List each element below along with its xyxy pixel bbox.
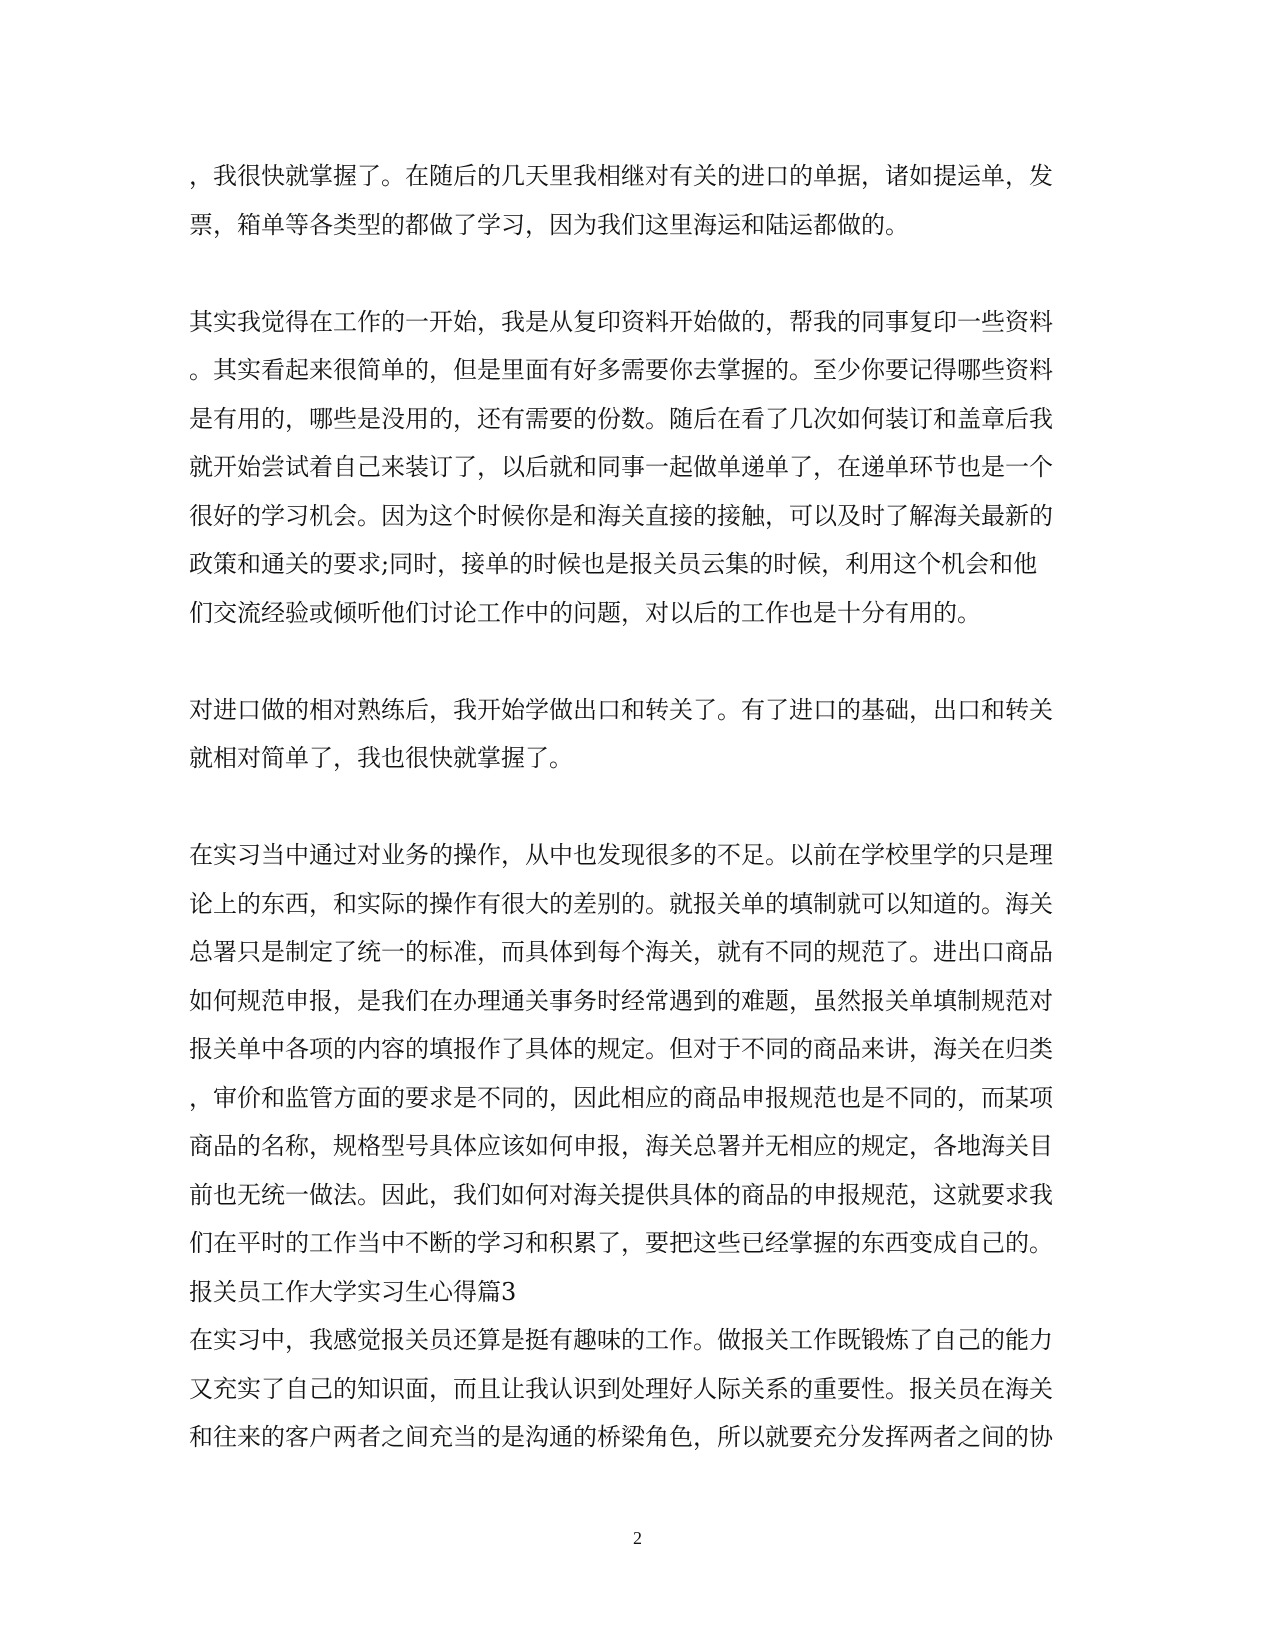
text-line: 们交流经验或倾听他们讨论工作中的问题，对以后的工作也是十分有用的。 bbox=[189, 598, 981, 627]
document-body bbox=[189, 152, 1089, 1462]
text-line: 就相对简单了，我也很快就掌握了。 bbox=[189, 744, 573, 772]
text-line: 其实我觉得在工作的一开始，我是从复印资料开始做的，帮我的同事复印一些资料 bbox=[189, 307, 1053, 336]
text-line: 。其实看起来很简单的，但是里面有好多需要你去掌握的。至少你要记得哪些资料 bbox=[189, 356, 1053, 384]
text-line: ，审价和监管方面的要求是不同的，因此相应的商品申报规范也是不同的，而某项 bbox=[189, 1083, 1053, 1112]
paragraph-gap bbox=[189, 249, 1089, 298]
text-line: 在实习中，我感觉报关员还算是挺有趣味的工作。做报关工作既锻炼了自己的能力 bbox=[189, 1326, 1053, 1354]
text-line: 前也无统一做法。因此，我们如何对海关提供具体的商品的申报规范，这就要求我 bbox=[189, 1180, 1053, 1209]
text-line: 是有用的，哪些是没用的，还有需要的份数。随后在看了几次如何装订和盖章后我 bbox=[189, 404, 1053, 433]
text-line: 政策和通关的要求;同时，接单的时候也是报关员云集的时候，利用这个机会和他 bbox=[189, 550, 1038, 578]
text-line: 们在平时的工作当中不断的学习和积累了，要把这些已经掌握的东西变成自己的。 bbox=[189, 1229, 1053, 1257]
text-line: 总署只是制定了统一的标准，而具体到每个海关，就有不同的规范了。进出口商品 bbox=[189, 938, 1053, 966]
page-number: 2 bbox=[633, 1528, 642, 1548]
text-line: 如何规范申报，是我们在办理通关事务时经常遇到的难题，虽然报关单填制规范对 bbox=[189, 986, 1053, 1015]
text-line: 很好的学习机会。因为这个时候你是和海关直接的接触，可以及时了解海关最新的 bbox=[189, 501, 1053, 530]
section-heading: 报关员工作大学实习生心得篇3 bbox=[189, 1277, 517, 1306]
text-line: 又充实了自己的知识面，而且让我认识到处理好人际关系的重要性。报关员在海关 bbox=[189, 1374, 1053, 1403]
text-line: 就开始尝试着自己来装订了，以后就和同事一起做单递单了，在递单环节也是一个 bbox=[189, 453, 1053, 481]
paragraph-gap bbox=[189, 637, 1089, 686]
text-line: 商品的名称，规格型号具体应该如何申报，海关总署并无相应的规定，各地海关目 bbox=[189, 1132, 1053, 1160]
text-line: 和往来的客户两者之间充当的是沟通的桥梁角色，所以就要充分发挥两者之间的协 bbox=[189, 1423, 1053, 1451]
text-line: 对进口做的相对熟练后，我开始学做出口和转关了。有了进口的基础，出口和转关 bbox=[189, 695, 1053, 724]
text-line: 报关单中各项的内容的填报作了具体的规定。但对于不同的商品来讲，海关在归类 bbox=[189, 1035, 1053, 1063]
text-line: 论上的东西，和实际的操作有很大的差别的。就报关单的填制就可以知道的。海关 bbox=[189, 889, 1053, 918]
paragraph-gap bbox=[189, 783, 1089, 832]
text-line: ，我很快就掌握了。在随后的几天里我相继对有关的进口的单据，诸如提运单，发 bbox=[189, 162, 1053, 190]
text-line: 票，箱单等各类型的都做了学习，因为我们这里海运和陆运都做的。 bbox=[189, 210, 909, 239]
text-line: 在实习当中通过对业务的操作，从中也发现很多的不足。以前在学校里学的只是理 bbox=[189, 841, 1053, 869]
